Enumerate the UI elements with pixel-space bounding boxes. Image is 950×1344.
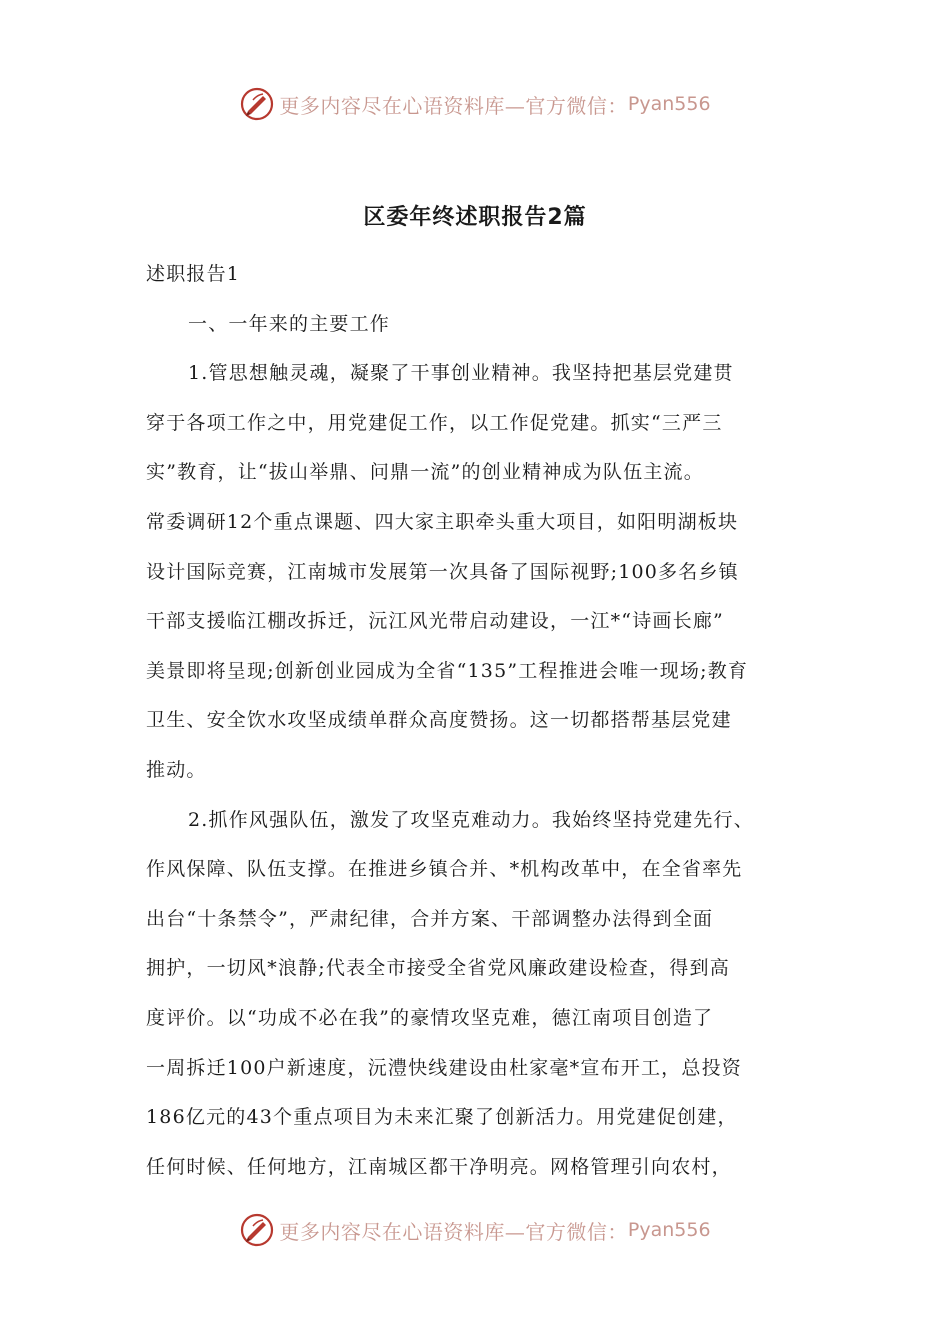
paragraph-line: 卫生、安全饮水攻坚成绩单群众高度赞扬。这一切都搭帮基层党建	[146, 709, 732, 732]
paragraph-line: 出台“十条禁令”，严肃纪律，合并方案、干部调整办法得到全面	[146, 907, 714, 930]
paragraph-line: 推动。	[146, 758, 207, 781]
paragraph-line: 任何时候、任何地方，江南城区都干净明亮。网格管理引向农村，	[146, 1155, 732, 1178]
paragraph-line: 2.抓作风强队伍，激发了攻坚克难动力。我始终坚持党建先行、	[188, 808, 754, 831]
paragraph-line: 美景即将呈现;创新创业园成为全省“135”工程推进会唯一现场;教育	[146, 659, 749, 682]
paragraph-line: 度评价。以“功成不必在我”的豪情攻坚克难，德江南项目创造了	[146, 1006, 714, 1029]
paragraph-1	[146, 349, 806, 795]
paragraph-line: 穿于各项工作之中，用党建促工作，以工作促党建。抓实“三严三	[146, 411, 723, 434]
watermark-banner-top	[0, 84, 950, 124]
paragraph-line: 实”教育，让“拔山举鼎、问鼎一流”的创业精神成为队伍主流。	[146, 461, 704, 484]
paragraph-line: 拥护，一切风*浪静;代表全市接受全省党风廉政建设检查，得到高	[146, 957, 730, 980]
document-body	[146, 250, 806, 1192]
paragraph-line: 作风保障、队伍支撑。在推进乡镇合并、*机构改革中，在全省率先	[146, 858, 743, 881]
pen-logo-icon	[239, 86, 275, 122]
paragraph-line: 常委调研12个重点课题、四大家主职牵头重大项目，如阳明湖板块	[146, 510, 739, 533]
paragraph-line: 186亿元的43个重点项目为未来汇聚了创新活力。用党建促创建，	[146, 1106, 738, 1129]
watermark-text: 更多内容尽在心语资料库—官方微信：	[279, 93, 628, 118]
document-title: 区委年终述职报告2篇	[363, 205, 587, 230]
paragraph-2	[146, 796, 806, 1193]
paragraph-line: 1.管思想触灵魂，凝聚了干事创业精神。我坚持把基层党建贯	[188, 362, 734, 385]
report-subtitle: 述职报告1	[146, 263, 241, 285]
pen-logo-icon	[239, 1212, 275, 1248]
watermark-wechat-id: Pyan556	[627, 1219, 711, 1241]
watermark-banner-bottom	[0, 1210, 950, 1250]
paragraph-line: 设计国际竞赛，江南城市发展第一次具备了国际视野;100多名乡镇	[146, 560, 739, 583]
paragraph-line: 干部支援临江棚改拆迁，沅江风光带启动建设，一江*“诗画长廊”	[146, 610, 724, 633]
paragraph-line: 一周拆迁100户新速度，沅澧快线建设由杜家毫*宣布开工，总投资	[146, 1056, 742, 1079]
section-heading: 一、一年来的主要工作	[188, 312, 391, 335]
watermark-wechat-id: Pyan556	[627, 93, 711, 115]
watermark-text: 更多内容尽在心语资料库—官方微信：	[279, 1219, 628, 1244]
